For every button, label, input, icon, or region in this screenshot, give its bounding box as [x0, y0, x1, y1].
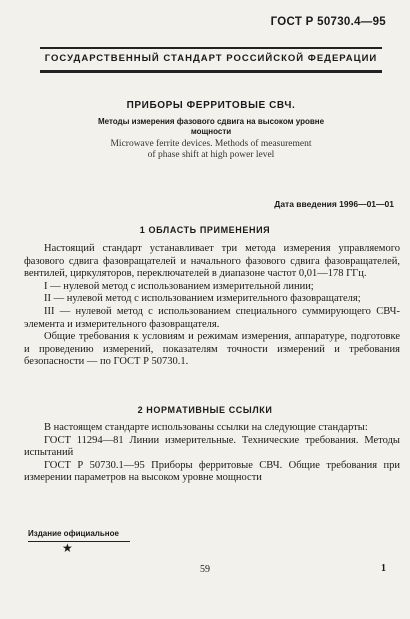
list-item: III — нулевой метод с использованием специального суммирующего СВЧ-элемента и измерительного фазовращателя. — [24, 305, 400, 330]
subtitle-line-1: Методы измерения фазового сдвига на высоком уровне — [97, 117, 325, 126]
english-title — [40, 139, 382, 161]
english-title-line-1: Microwave ferrite devices. Methods of measurement — [110, 139, 312, 149]
header-rule-bottom — [40, 70, 382, 73]
document-subtitle — [40, 117, 382, 137]
subtitle-line-2: мощности — [190, 127, 232, 136]
english-title-line-2: of phase shift at high power level — [147, 150, 275, 160]
header-rule-top — [40, 47, 382, 49]
edition-label: Издание официальное — [28, 529, 119, 538]
paragraph: В настоящем стандарте использованы ссылки на следующие стандарты: — [44, 422, 368, 433]
footer-rule — [28, 541, 130, 542]
page-number: 59 — [200, 564, 210, 575]
reference-item: ГОСТ Р 50730.1—95 Приборы ферритовые СВЧ. Общие требования при измерении параметров на высоком уровне мощности — [24, 459, 400, 484]
section-body-references — [24, 422, 400, 485]
standard-banner: ГОСУДАРСТВЕННЫЙ СТАНДАРТ РОССИЙСКОЙ ФЕДЕРАЦИИ — [44, 53, 378, 64]
paragraph: Настоящий стандарт устанавливает три метода измерения управляемого фазового сдвига фазовращателей и начального фазового сдвига фазовращателей, вентилей, циркуляторов, переключателей в диапазоне частот 0,01—178 ГГц. — [24, 243, 400, 280]
document-code: ГОСТ Р 50730.4—95 — [270, 16, 386, 28]
list-item: II — нулевой метод с использованием измерительного фазовращателя; — [44, 293, 361, 305]
section-heading-references: 2 НОРМАТИВНЫЕ ССЫЛКИ — [137, 405, 273, 415]
list-item: I — нулевой метод с использованием измерительной линии; — [44, 280, 314, 292]
section-body-scope — [24, 243, 400, 369]
sheet-number: 1 — [381, 563, 386, 574]
reference-item: ГОСТ 11294—81 Линии измерительные. Технические требования. Методы испытаний — [24, 434, 400, 459]
title-block — [40, 100, 382, 161]
section-heading-scope: 1 ОБЛАСТЬ ПРИМЕНЕНИЯ — [139, 225, 271, 235]
paragraph: Общие требования к условиям и режимам измерения, аппаратуре, подготовке и проведению измерений, показателям точности измерений и требования безопасности — по ГОСТ Р 50730.1. — [24, 331, 400, 368]
star-icon: ★ — [62, 541, 73, 555]
document-title: ПРИБОРЫ ФЕРРИТОВЫЕ СВЧ. — [126, 100, 296, 111]
introduction-date: Дата введения 1996—01—01 — [274, 199, 394, 209]
